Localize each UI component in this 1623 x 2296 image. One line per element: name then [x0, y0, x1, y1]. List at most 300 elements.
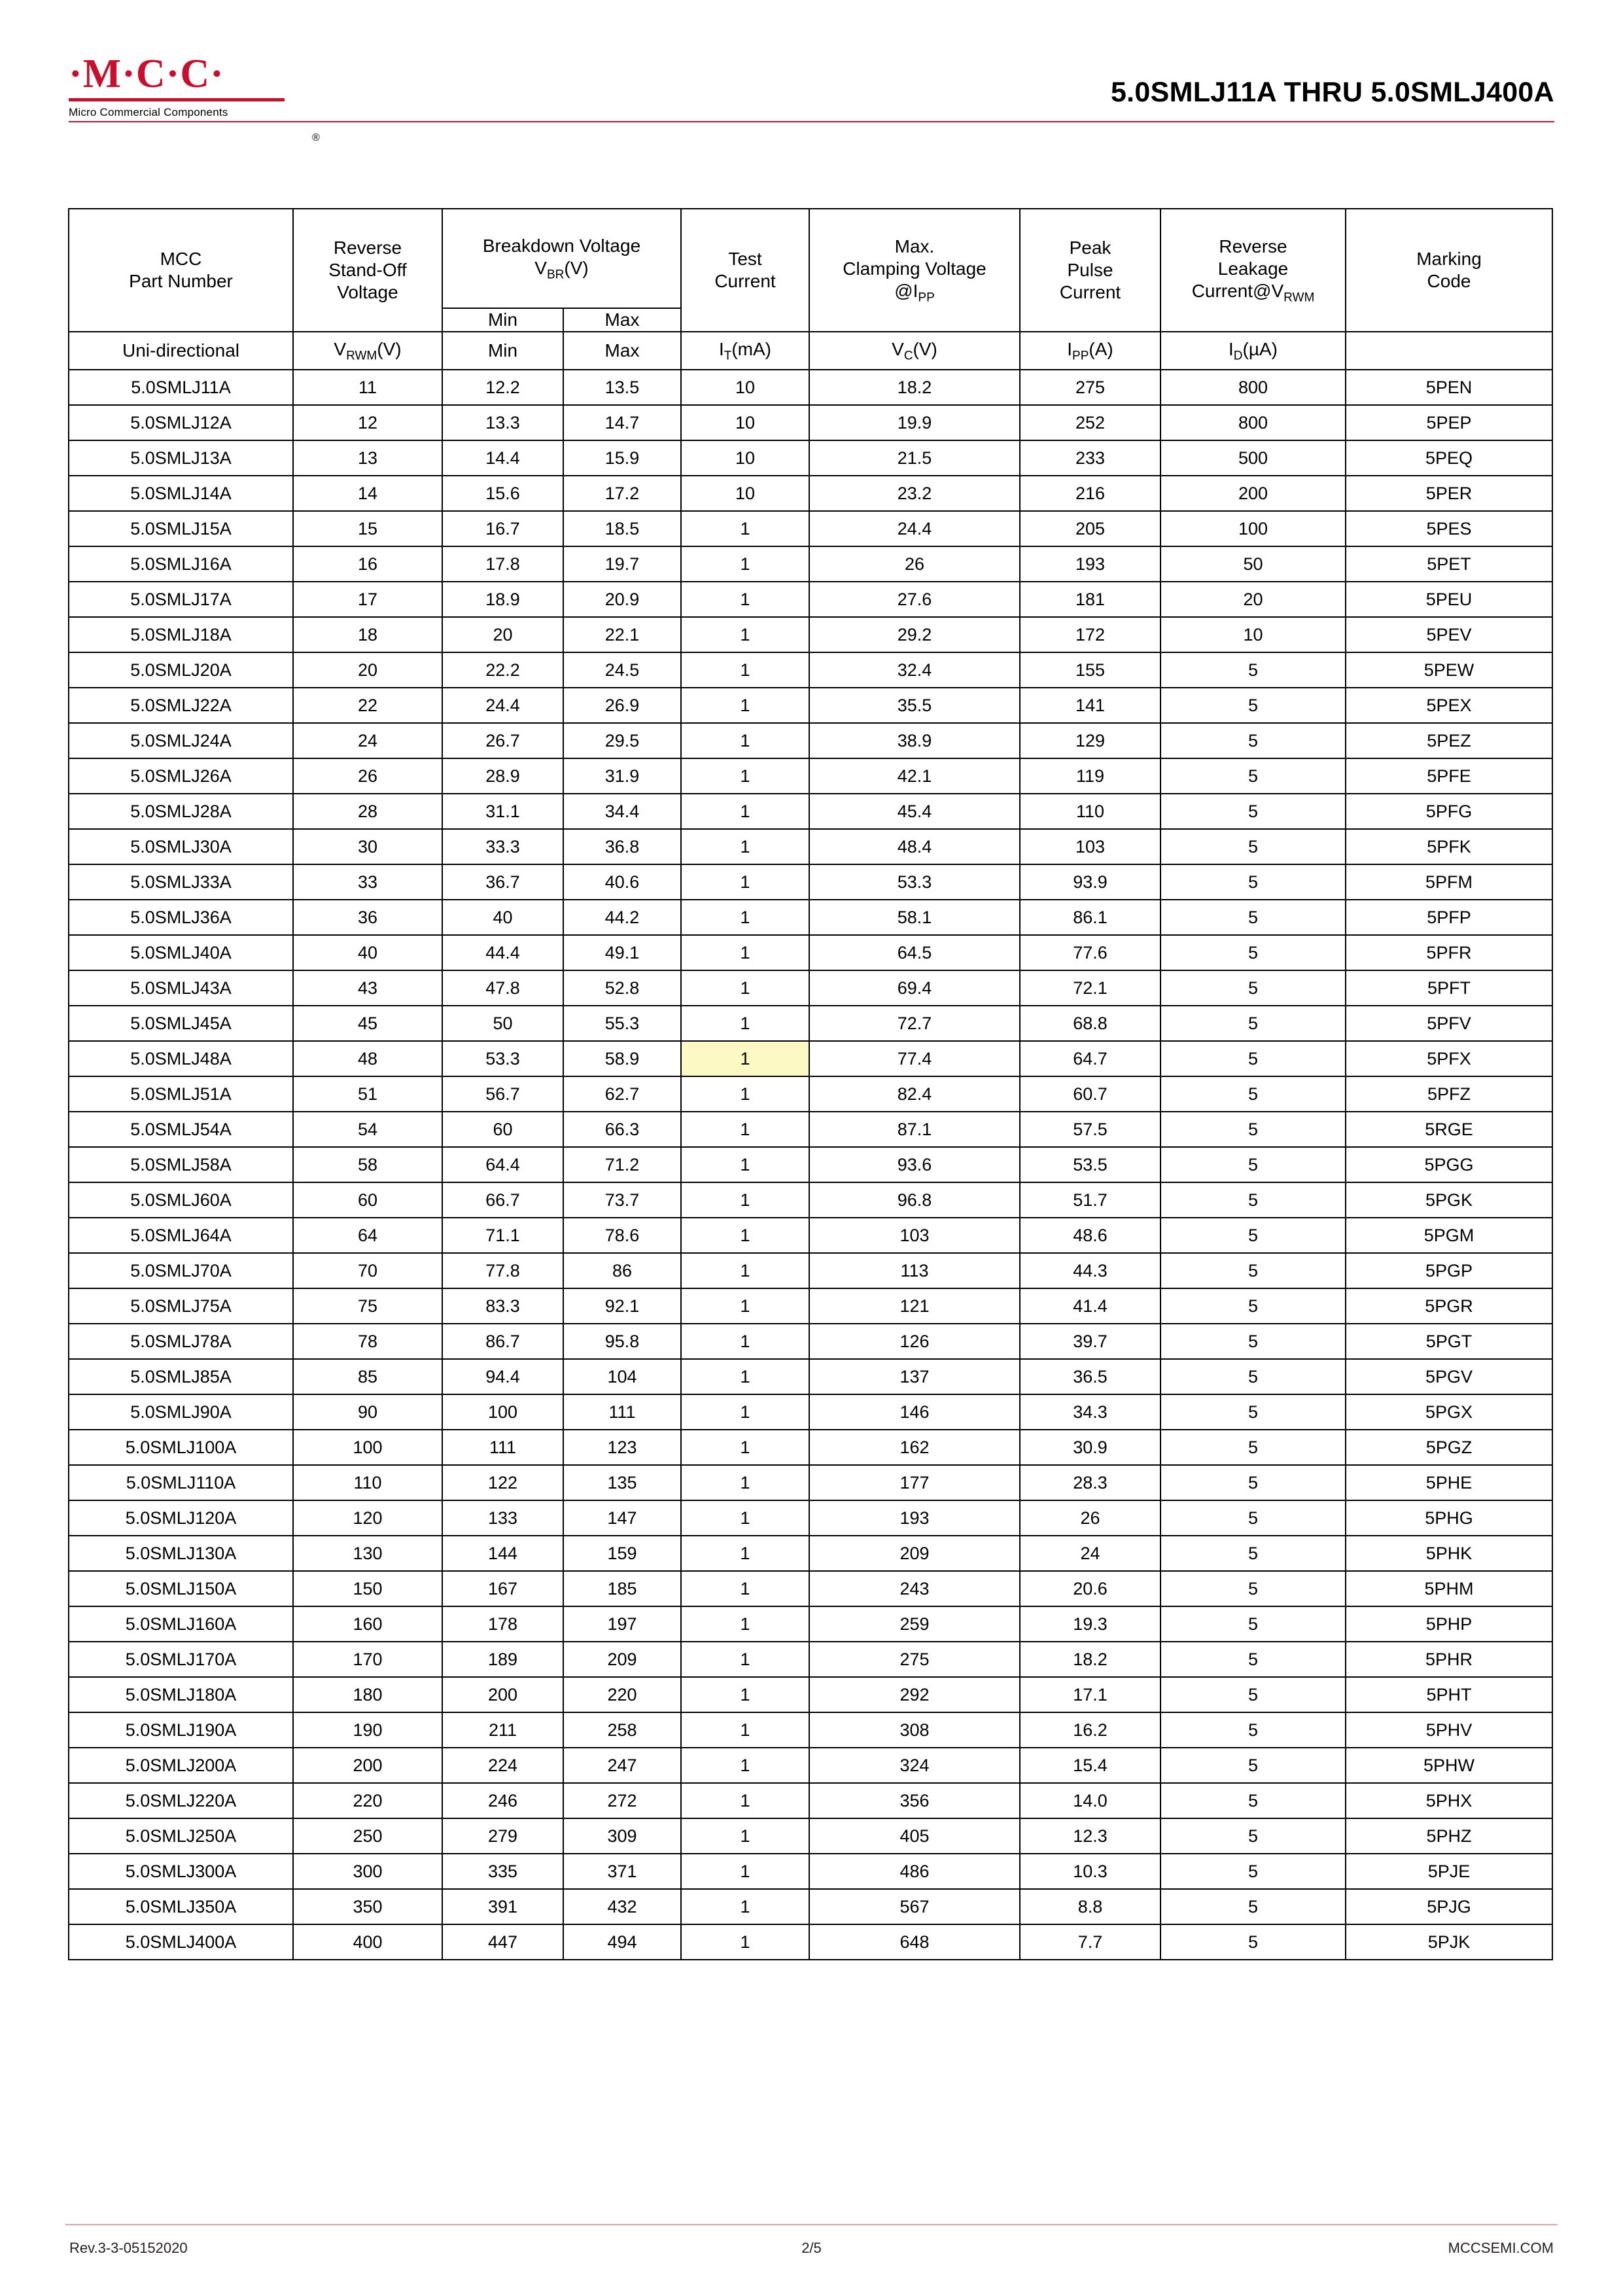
table-cell: 5.0SMLJ26A — [69, 758, 293, 794]
table-cell: 15.4 — [1020, 1748, 1161, 1783]
table-cell: 1 — [681, 723, 809, 758]
table-cell: 17 — [293, 582, 442, 617]
table-cell: 1 — [681, 1677, 809, 1712]
table-cell: 53.3 — [809, 864, 1020, 900]
table-cell: 60.7 — [1020, 1076, 1161, 1112]
table-cell: 7.7 — [1020, 1924, 1161, 1960]
table-cell: 77.4 — [809, 1041, 1020, 1076]
table-cell: 26.7 — [442, 723, 563, 758]
table-cell: 5.0SMLJ300A — [69, 1854, 293, 1889]
unit-cell-ipp: $I_{PP}(A)$ — [1020, 332, 1161, 370]
table-cell: 5 — [1161, 1571, 1346, 1606]
col-header-peak-pulse-current: Peak Pulse Current — [1020, 209, 1161, 332]
table-cell: 5PGM — [1346, 1218, 1552, 1253]
table-cell: 180 — [293, 1677, 442, 1712]
table-cell: 26 — [1020, 1500, 1161, 1536]
table-cell: 1 — [681, 1182, 809, 1218]
table-cell: 113 — [809, 1253, 1020, 1288]
table-cell: 5PFM — [1346, 864, 1552, 900]
table-cell: 308 — [809, 1712, 1020, 1748]
table-cell: 185 — [563, 1571, 681, 1606]
table-cell: 5.0SMLJ100A — [69, 1430, 293, 1465]
table-cell: 1 — [681, 1253, 809, 1288]
col-header-breakdown-voltage: Breakdown Voltage $V_{BR}(V)$ — [442, 209, 681, 308]
table-cell: 29.2 — [809, 617, 1020, 652]
table-cell: 90 — [293, 1394, 442, 1430]
table-cell: 400 — [293, 1924, 442, 1960]
table-cell: 5PFZ — [1346, 1076, 1552, 1112]
table-cell: 432 — [563, 1889, 681, 1924]
table-cell: 5PHZ — [1346, 1818, 1552, 1854]
table-cell: 5.0SMLJ160A — [69, 1606, 293, 1642]
table-cell: 648 — [809, 1924, 1020, 1960]
table-cell: 75 — [293, 1288, 442, 1324]
table-cell: 567 — [809, 1889, 1020, 1924]
table-cell: 5 — [1161, 723, 1346, 758]
table-cell: 72.1 — [1020, 970, 1161, 1006]
table-cell: 1 — [681, 1359, 809, 1394]
table-cell: 10.3 — [1020, 1854, 1161, 1889]
table-cell: 53.5 — [1020, 1147, 1161, 1182]
table-cell: 5.0SMLJ43A — [69, 970, 293, 1006]
table-row — [69, 476, 1552, 511]
table-cell: 16.2 — [1020, 1712, 1161, 1748]
table-cell: 22 — [293, 688, 442, 723]
table-cell: 1 — [681, 1394, 809, 1430]
table-cell: 35.5 — [809, 688, 1020, 723]
table-cell: 1 — [681, 1536, 809, 1571]
table-cell: 405 — [809, 1818, 1020, 1854]
table-cell: 55.3 — [563, 1006, 681, 1041]
table-cell: 5PFP — [1346, 900, 1552, 935]
table-cell: 18.9 — [442, 582, 563, 617]
table-row — [69, 829, 1552, 864]
table-cell: 272 — [563, 1783, 681, 1818]
table-cell: 20 — [293, 652, 442, 688]
table-row — [69, 758, 1552, 794]
table-cell: 5PJE — [1346, 1854, 1552, 1889]
table-row — [69, 1571, 1552, 1606]
table-cell: 36.8 — [563, 829, 681, 864]
table-cell: 209 — [809, 1536, 1020, 1571]
unit-cell-min: Min — [442, 332, 563, 370]
table-cell: 193 — [809, 1500, 1020, 1536]
table-cell: 28 — [293, 794, 442, 829]
table-cell: 13.3 — [442, 405, 563, 440]
table-cell: 5PGR — [1346, 1288, 1552, 1324]
table-cell: 26 — [809, 546, 1020, 582]
unit-cell-vc: $V_C(V)$ — [809, 332, 1020, 370]
table-cell: 205 — [1020, 511, 1161, 546]
col-header-part-number: MCC Part Number — [69, 209, 293, 332]
table-cell: 5 — [1161, 1359, 1346, 1394]
table-cell: 14.7 — [563, 405, 681, 440]
table-cell: 5PES — [1346, 511, 1552, 546]
table-cell: 250 — [293, 1818, 442, 1854]
table-cell: 19.3 — [1020, 1606, 1161, 1642]
table-cell: 104 — [563, 1359, 681, 1394]
table-cell: 13 — [293, 440, 442, 476]
table-cell: 129 — [1020, 723, 1161, 758]
table-cell: 1 — [681, 1006, 809, 1041]
table-cell: 5 — [1161, 1712, 1346, 1748]
spec-table-head — [69, 209, 1552, 332]
table-cell: 309 — [563, 1818, 681, 1854]
table-cell: 5PJK — [1346, 1924, 1552, 1960]
table-cell: 5.0SMLJ12A — [69, 405, 293, 440]
table-cell: 5 — [1161, 1324, 1346, 1359]
table-cell: 5PFE — [1346, 758, 1552, 794]
table-cell: 48 — [293, 1041, 442, 1076]
table-cell: 64.4 — [442, 1147, 563, 1182]
table-cell: 34.3 — [1020, 1394, 1161, 1430]
table-cell: 5.0SMLJ30A — [69, 829, 293, 864]
table-cell: 1 — [681, 1218, 809, 1253]
table-cell: 93.9 — [1020, 864, 1161, 900]
table-cell: 197 — [563, 1606, 681, 1642]
table-cell: 1 — [681, 1571, 809, 1606]
table-cell: 100 — [293, 1430, 442, 1465]
table-cell: 32.4 — [809, 652, 1020, 688]
table-cell: 5.0SMLJ54A — [69, 1112, 293, 1147]
table-cell: 141 — [1020, 688, 1161, 723]
table-cell: 5PHW — [1346, 1748, 1552, 1783]
table-cell: 1 — [681, 652, 809, 688]
table-cell: 15.6 — [442, 476, 563, 511]
table-cell: 150 — [293, 1571, 442, 1606]
table-cell: 94.4 — [442, 1359, 563, 1394]
table-cell: 34.4 — [563, 794, 681, 829]
table-cell: 44.2 — [563, 900, 681, 935]
table-cell: 1 — [681, 1076, 809, 1112]
table-cell: 5.0SMLJ16A — [69, 546, 293, 582]
table-cell: 5 — [1161, 1288, 1346, 1324]
table-cell: 66.7 — [442, 1182, 563, 1218]
table-cell: 45 — [293, 1006, 442, 1041]
table-row — [69, 1642, 1552, 1677]
table-cell: 12.3 — [1020, 1818, 1161, 1854]
table-cell: 126 — [809, 1324, 1020, 1359]
table-cell: 181 — [1020, 582, 1161, 617]
table-cell: 5 — [1161, 1748, 1346, 1783]
page-footer — [65, 2224, 1558, 2257]
footer-row — [65, 2240, 1558, 2257]
table-cell: 1 — [681, 1324, 809, 1359]
table-row — [69, 370, 1552, 405]
table-cell: 60 — [293, 1182, 442, 1218]
table-cell: 5.0SMLJ18A — [69, 617, 293, 652]
table-row — [69, 864, 1552, 900]
table-cell: 300 — [293, 1854, 442, 1889]
table-cell: 5.0SMLJ170A — [69, 1642, 293, 1677]
table-cell: 5 — [1161, 688, 1346, 723]
table-cell: 5PFT — [1346, 970, 1552, 1006]
table-cell: 66.3 — [563, 1112, 681, 1147]
table-cell: 5.0SMLJ14A — [69, 476, 293, 511]
table-cell: 78.6 — [563, 1218, 681, 1253]
table-cell: 77.6 — [1020, 935, 1161, 970]
table-cell: 5 — [1161, 1465, 1346, 1500]
table-cell: 1 — [681, 758, 809, 794]
table-cell: 279 — [442, 1818, 563, 1854]
col-header-marking-code: Marking Code — [1346, 209, 1552, 332]
table-cell: 36.7 — [442, 864, 563, 900]
table-cell: 247 — [563, 1748, 681, 1783]
table-row — [69, 1394, 1552, 1430]
table-cell: 5 — [1161, 1076, 1346, 1112]
table-cell: 27.6 — [809, 582, 1020, 617]
table-cell: 49.1 — [563, 935, 681, 970]
table-cell: 86.1 — [1020, 900, 1161, 935]
table-cell: 5 — [1161, 1253, 1346, 1288]
table-cell: 5.0SMLJ130A — [69, 1536, 293, 1571]
table-cell: 5RGE — [1346, 1112, 1552, 1147]
table-cell: 64 — [293, 1218, 442, 1253]
table-cell: 5PFX — [1346, 1041, 1552, 1076]
table-cell: 5PHM — [1346, 1571, 1552, 1606]
table-cell: 39.7 — [1020, 1324, 1161, 1359]
table-cell: 324 — [809, 1748, 1020, 1783]
table-cell: 5PEQ — [1346, 440, 1552, 476]
table-cell: 5PEN — [1346, 370, 1552, 405]
table-cell: 95.8 — [563, 1324, 681, 1359]
table-row — [69, 1182, 1552, 1218]
table-cell: 130 — [293, 1536, 442, 1571]
table-cell: 5.0SMLJ13A — [69, 440, 293, 476]
table-cell: 5.0SMLJ180A — [69, 1677, 293, 1712]
table-cell: 5PFV — [1346, 1006, 1552, 1041]
table-cell: 5 — [1161, 935, 1346, 970]
table-cell: 60 — [442, 1112, 563, 1147]
table-row — [69, 794, 1552, 829]
logo-underline — [69, 98, 285, 101]
table-cell: 36.5 — [1020, 1359, 1161, 1394]
table-cell: 5 — [1161, 1783, 1346, 1818]
table-cell: 5.0SMLJ60A — [69, 1182, 293, 1218]
table-cell: 70 — [293, 1253, 442, 1288]
table-cell: 5PGK — [1346, 1182, 1552, 1218]
table-cell: 1 — [681, 1783, 809, 1818]
table-cell: 17.1 — [1020, 1677, 1161, 1712]
table-cell: 48.4 — [809, 829, 1020, 864]
table-cell: 135 — [563, 1465, 681, 1500]
table-cell: 5PEP — [1346, 405, 1552, 440]
table-cell: 13.5 — [563, 370, 681, 405]
table-cell: 162 — [809, 1430, 1020, 1465]
table-cell: 10 — [1161, 617, 1346, 652]
table-cell: 5 — [1161, 1218, 1346, 1253]
table-cell: 1 — [681, 935, 809, 970]
table-cell: 1 — [681, 864, 809, 900]
table-row — [69, 1748, 1552, 1783]
table-cell: 1 — [681, 829, 809, 864]
table-cell: 18.2 — [1020, 1642, 1161, 1677]
table-cell: 22.1 — [563, 617, 681, 652]
table-cell: 5PGT — [1346, 1324, 1552, 1359]
table-cell: 391 — [442, 1889, 563, 1924]
table-cell: 5PEZ — [1346, 723, 1552, 758]
table-cell: 72.7 — [809, 1006, 1020, 1041]
footer-page-number: 2/5 — [801, 2240, 822, 2256]
table-cell: 144 — [442, 1536, 563, 1571]
table-cell: 1 — [681, 1642, 809, 1677]
table-cell: 5.0SMLJ190A — [69, 1712, 293, 1748]
table-cell: 119 — [1020, 758, 1161, 794]
table-cell: 1 — [681, 1712, 809, 1748]
table-cell: 24.5 — [563, 652, 681, 688]
table-cell: 1 — [681, 1854, 809, 1889]
table-cell: 40 — [442, 900, 563, 935]
table-cell: 5.0SMLJ40A — [69, 935, 293, 970]
table-cell: 224 — [442, 1748, 563, 1783]
table-cell: 5.0SMLJ75A — [69, 1288, 293, 1324]
table-row — [69, 511, 1552, 546]
table-cell: 5.0SMLJ33A — [69, 864, 293, 900]
table-row — [69, 652, 1552, 688]
table-cell: 5PGZ — [1346, 1430, 1552, 1465]
table-cell: 5PGP — [1346, 1253, 1552, 1288]
table-cell: 30.9 — [1020, 1430, 1161, 1465]
table-cell: 36 — [293, 900, 442, 935]
table-cell: 5PEV — [1346, 617, 1552, 652]
table-cell: 110 — [293, 1465, 442, 1500]
table-cell: 1 — [681, 794, 809, 829]
table-cell: 5.0SMLJ220A — [69, 1783, 293, 1818]
table-cell: 44.4 — [442, 935, 563, 970]
table-cell: 40 — [293, 935, 442, 970]
table-row — [69, 1147, 1552, 1182]
header-row — [69, 209, 1552, 308]
table-cell: 292 — [809, 1677, 1020, 1712]
table-cell: 5 — [1161, 1854, 1346, 1889]
unit-cell-direction: Uni-directional — [69, 332, 293, 370]
table-cell: 5 — [1161, 1006, 1346, 1041]
table-cell: 45.4 — [809, 794, 1020, 829]
table-cell: 5PHV — [1346, 1712, 1552, 1748]
table-row — [69, 440, 1552, 476]
table-cell: 178 — [442, 1606, 563, 1642]
footer-divider — [65, 2224, 1558, 2225]
table-cell: 5PHK — [1346, 1536, 1552, 1571]
table-cell: 24.4 — [809, 511, 1020, 546]
table-cell: 800 — [1161, 405, 1346, 440]
table-cell: 18.2 — [809, 370, 1020, 405]
table-cell: 172 — [1020, 617, 1161, 652]
col-header-clamping-voltage: Max. Clamping Voltage $@I_{PP}$ — [809, 209, 1020, 332]
table-cell: 58 — [293, 1147, 442, 1182]
table-cell: 5.0SMLJ11A — [69, 370, 293, 405]
table-cell: 111 — [563, 1394, 681, 1430]
table-cell: 1 — [681, 688, 809, 723]
table-cell: 200 — [1161, 476, 1346, 511]
table-row — [69, 723, 1552, 758]
table-cell: 31.9 — [563, 758, 681, 794]
table-cell: 42.1 — [809, 758, 1020, 794]
table-cell: 170 — [293, 1642, 442, 1677]
table-cell: 5.0SMLJ28A — [69, 794, 293, 829]
table-cell: 1 — [681, 1748, 809, 1783]
col-subheader-min: Min — [442, 308, 563, 332]
table-row — [69, 1006, 1552, 1041]
table-cell: 29.5 — [563, 723, 681, 758]
table-cell: 5.0SMLJ64A — [69, 1218, 293, 1253]
table-cell: 103 — [809, 1218, 1020, 1253]
table-row — [69, 1465, 1552, 1500]
unit-cell-it: $I_T(mA)$ — [681, 332, 809, 370]
table-cell: 243 — [809, 1571, 1020, 1606]
table-cell: 1 — [681, 1147, 809, 1182]
table-cell: 5PJG — [1346, 1889, 1552, 1924]
footer-website[interactable]: MCCSEMI.COM — [1448, 2240, 1554, 2256]
table-cell: 5PGG — [1346, 1147, 1552, 1182]
table-row — [69, 1112, 1552, 1147]
table-cell: 5 — [1161, 970, 1346, 1006]
table-cell: 147 — [563, 1500, 681, 1536]
table-cell: 5.0SMLJ15A — [69, 511, 293, 546]
table-row — [69, 1253, 1552, 1288]
table-cell: 62.7 — [563, 1076, 681, 1112]
col-header-test-current: Test Current — [681, 209, 809, 332]
table-cell: 8.8 — [1020, 1889, 1161, 1924]
table-cell: 10 — [681, 440, 809, 476]
table-cell: 5.0SMLJ400A — [69, 1924, 293, 1960]
table-row — [69, 1536, 1552, 1571]
table-cell: 5 — [1161, 758, 1346, 794]
table-cell: 23.2 — [809, 476, 1020, 511]
table-cell: 5PHT — [1346, 1677, 1552, 1712]
table-cell: 5.0SMLJ22A — [69, 688, 293, 723]
table-cell: 14.0 — [1020, 1783, 1161, 1818]
table-cell: 47.8 — [442, 970, 563, 1006]
table-cell: 1 — [681, 1924, 809, 1960]
table-cell: 96.8 — [809, 1182, 1020, 1218]
table-cell: 58.1 — [809, 900, 1020, 935]
units-row — [69, 332, 1552, 370]
table-cell: 100 — [1161, 511, 1346, 546]
table-cell: 1 — [681, 1889, 809, 1924]
table-cell: 40.6 — [563, 864, 681, 900]
table-row — [69, 935, 1552, 970]
table-cell: 20.9 — [563, 582, 681, 617]
table-row — [69, 1677, 1552, 1712]
table-cell: 43 — [293, 970, 442, 1006]
table-cell: 193 — [1020, 546, 1161, 582]
table-row — [69, 1041, 1552, 1076]
table-cell: 5 — [1161, 1500, 1346, 1536]
table-row — [69, 1218, 1552, 1253]
table-cell: 5PFG — [1346, 794, 1552, 829]
table-cell: 122 — [442, 1465, 563, 1500]
table-cell: 160 — [293, 1606, 442, 1642]
table-cell: 252 — [1020, 405, 1161, 440]
table-cell: 85 — [293, 1359, 442, 1394]
table-row — [69, 900, 1552, 935]
table-row — [69, 1783, 1552, 1818]
table-cell: 17.2 — [563, 476, 681, 511]
table-row — [69, 1889, 1552, 1924]
table-cell: 5 — [1161, 652, 1346, 688]
table-cell: 33.3 — [442, 829, 563, 864]
table-cell: 356 — [809, 1783, 1020, 1818]
table-cell: 5PFK — [1346, 829, 1552, 864]
table-cell: 246 — [442, 1783, 563, 1818]
mcc-logo — [69, 52, 320, 143]
table-row — [69, 970, 1552, 1006]
table-cell: 190 — [293, 1712, 442, 1748]
table-cell: 18 — [293, 617, 442, 652]
table-cell: 5 — [1161, 1041, 1346, 1076]
table-cell: 86 — [563, 1253, 681, 1288]
